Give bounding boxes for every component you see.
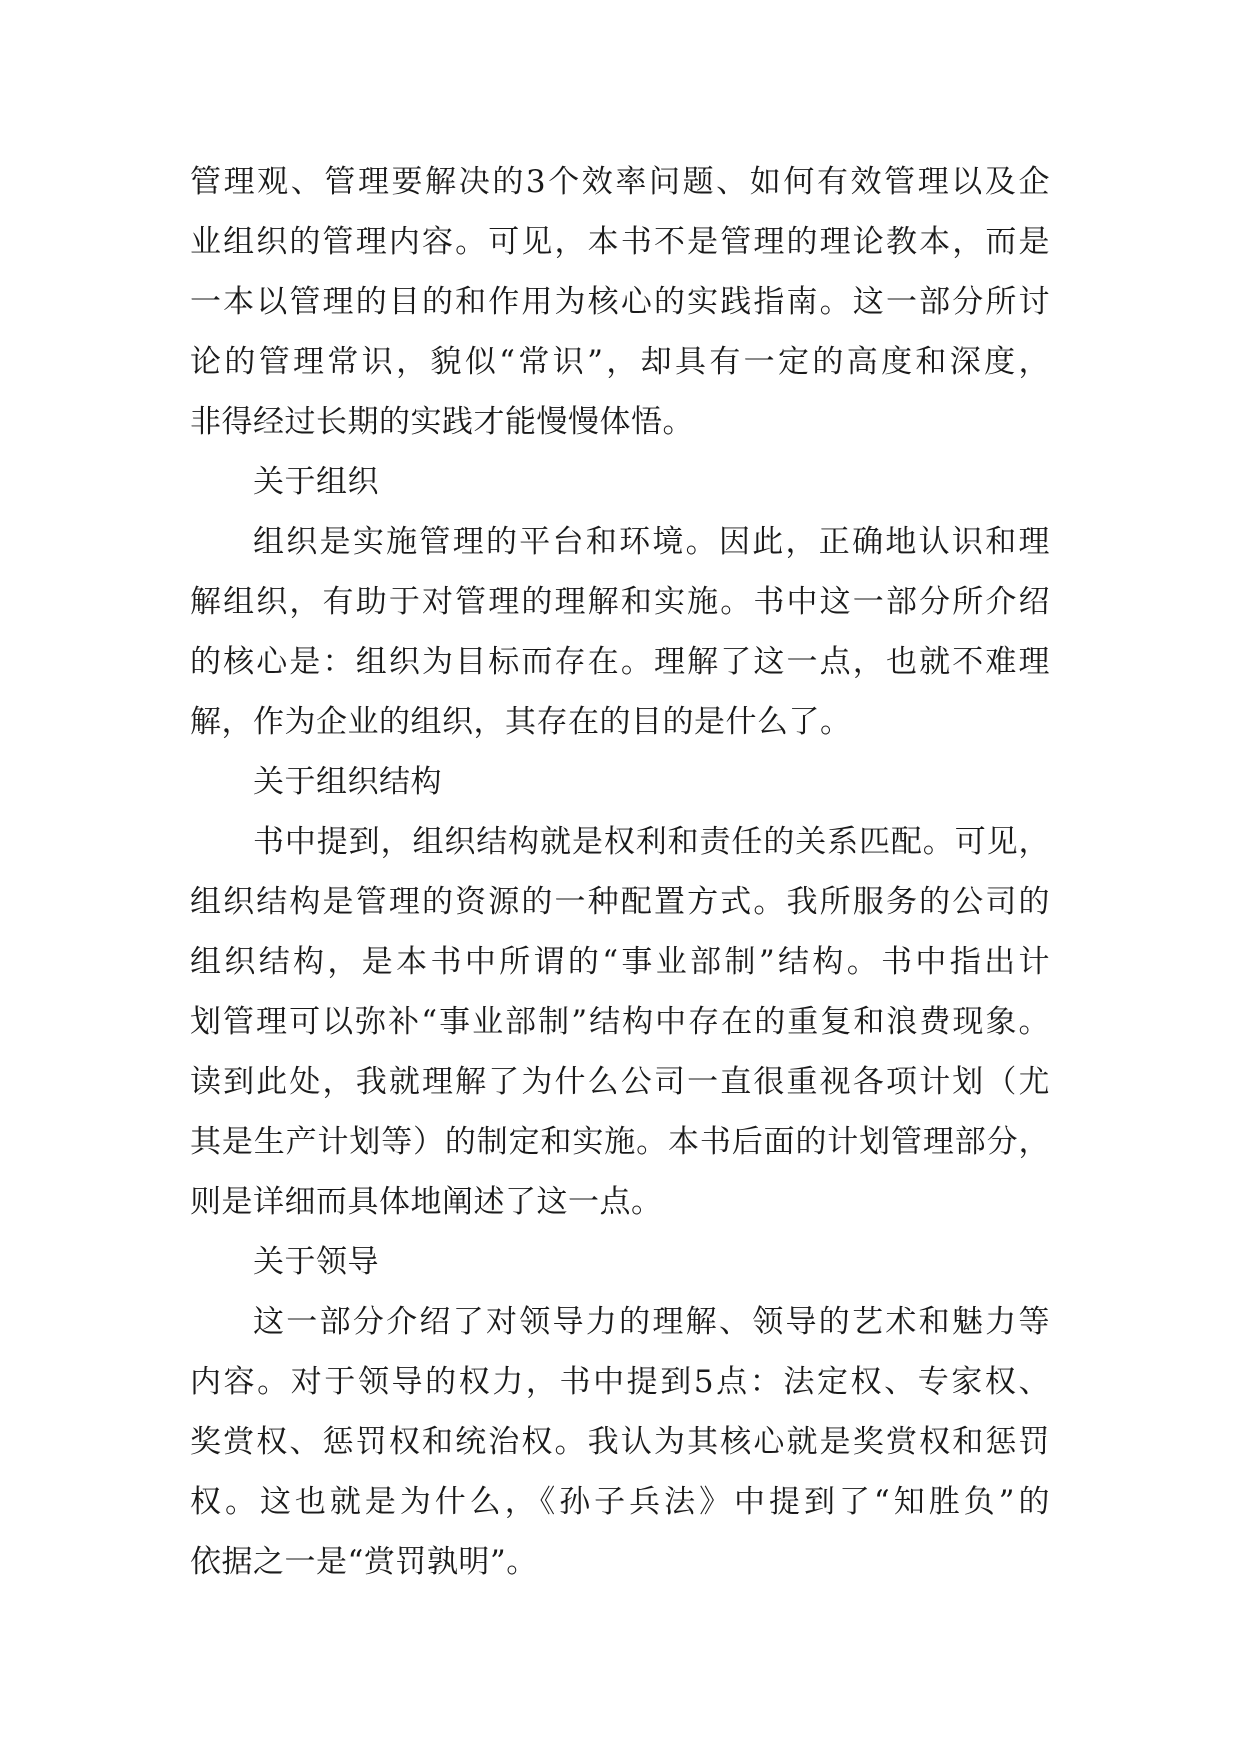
text-line: 论的管理常识，貌似“常识”，却具有一定的高度和深度， (190, 344, 1050, 380)
section-heading-organization-structure: 关于组织结构 (253, 764, 442, 800)
paragraph-management-concepts (190, 152, 1050, 452)
text-line: 非得经过长期的实践才能慢慢体悟。 (190, 404, 694, 440)
text-line: 书中提到，组织结构就是权利和责任的关系匹配。可见， (253, 824, 1050, 860)
text-line: 依据之一是“赏罚孰明”。 (190, 1544, 538, 1580)
section-heading-organization: 关于组织 (253, 464, 379, 500)
text-line: 则是详细而具体地阐述了这一点。 (190, 1184, 663, 1220)
paragraph-leadership (190, 1292, 1050, 1592)
text-line: 组织结构是管理的资源的一种配置方式。我所服务的公司的 (190, 884, 1050, 920)
text-line: 读到此处，我就理解了为什么公司一直很重视各项计划（尤 (190, 1064, 1050, 1100)
text-line: 内容。对于领导的权力，书中提到5点：法定权、专家权、 (190, 1364, 1050, 1400)
text-line: 解组织，有助于对管理的理解和实施。书中这一部分所介绍 (190, 584, 1050, 620)
text-line: 划管理可以弥补“事业部制”结构中存在的重复和浪费现象。 (190, 1004, 1050, 1040)
text-line: 管理观、管理要解决的3个效率问题、如何有效管理以及企 (190, 164, 1050, 200)
section-heading-leadership: 关于领导 (253, 1244, 379, 1280)
text-line: 一本以管理的目的和作用为核心的实践指南。这一部分所讨 (190, 284, 1050, 320)
text-line: 权。这也就是为什么，《孙子兵法》中提到了“知胜负”的 (190, 1484, 1050, 1520)
paragraph-organization-structure (190, 812, 1050, 1232)
text-line: 其是生产计划等）的制定和实施。本书后面的计划管理部分， (190, 1124, 1050, 1160)
document-page (190, 152, 1050, 1592)
text-line: 组织是实施管理的平台和环境。因此，正确地认识和理 (253, 524, 1050, 560)
text-line: 这一部分介绍了对领导力的理解、领导的艺术和魅力等 (253, 1304, 1050, 1340)
paragraph-organization (190, 512, 1050, 752)
text-line: 的核心是：组织为目标而存在。理解了这一点，也就不难理 (190, 644, 1050, 680)
text-line: 解，作为企业的组织，其存在的目的是什么了。 (190, 704, 852, 740)
text-line: 业组织的管理内容。可见，本书不是管理的理论教本，而是 (190, 224, 1050, 260)
text-line: 组织结构，是本书中所谓的“事业部制”结构。书中指出计 (190, 944, 1050, 980)
text-line: 奖赏权、惩罚权和统治权。我认为其核心就是奖赏权和惩罚 (190, 1424, 1050, 1460)
